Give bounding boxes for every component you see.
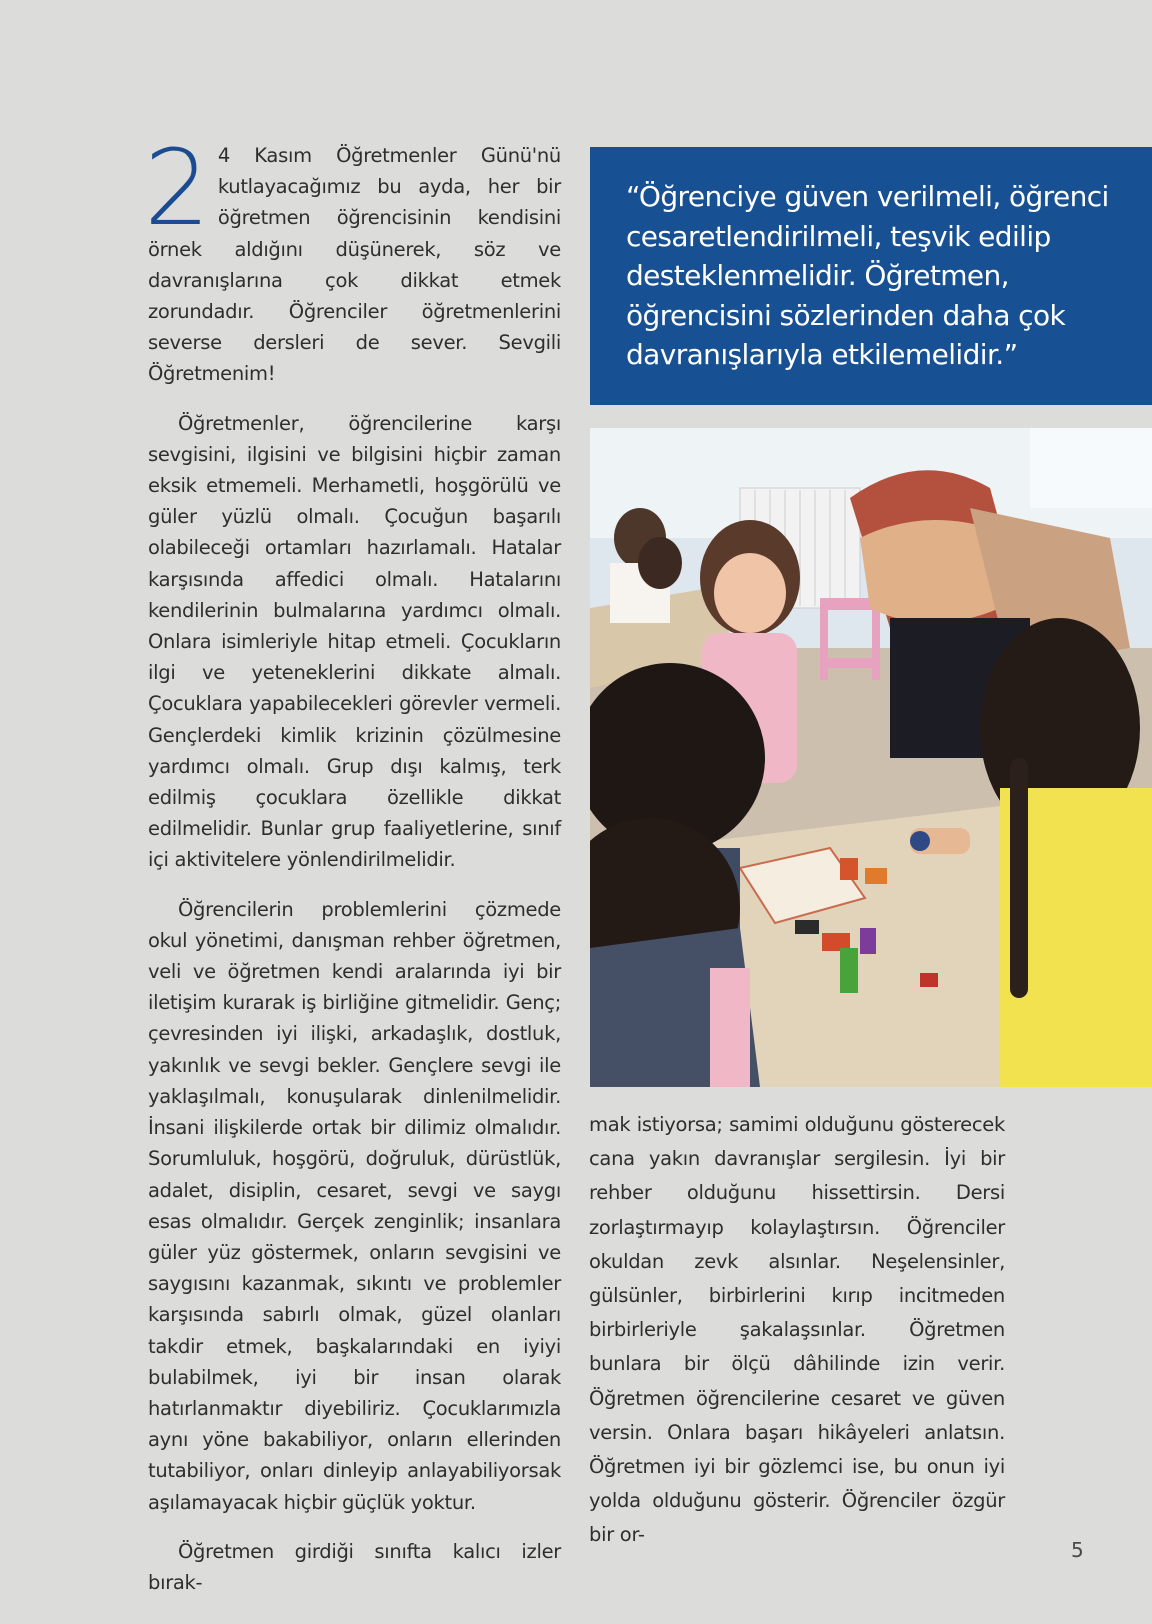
- paragraph-intro-text: 4 Kasım Öğretmenler Günü'nü kutlayacağımız bu ayda, her bir öğretmen öğrencisinin kendisini örnek aldığını düşünerek, söz ve davranışlarına çok dikkat etmek zorundadır. Öğrenciler öğretmenlerini severse dersleri de sever. Sevgili Öğretmenim!: [148, 144, 561, 386]
- pull-quote-box: [590, 147, 1152, 405]
- drop-cap: 2: [144, 127, 210, 249]
- left-text-column: [144, 127, 561, 1616]
- paragraph-intro: [144, 127, 561, 390]
- paragraph-lasting-marks: Öğretmen girdiği sınıfta kalıcı izler bırak-: [148, 1539, 561, 1594]
- pull-quote-text: “Öğrenciye güven verilmeli, öğrenci cesaretlendirilmeli, teşvik edilip desteklenmelidir. Öğretmen, öğrencisini sözlerinden daha çok davranışlarıyla etkilemelidir.”: [626, 180, 1109, 371]
- paragraph-continued: mak istiyorsa; samimi olduğunu gösterecek cana yakın davranışlar sergilesin. İyi bir rehber olduğunu hissettirsin. Dersi zorlaştırmayıp kolaylaştırsın. Öğrenciler okuldan zevk alsınlar. Neşelensinler, gülsünler, birbirlerini kırıp incitmeden birbirleriyle şakalaşsınlar. Öğretmen bunlara bir ölçü dâhilinde izin verir. Öğretmen öğrencilerine cesaret ve güven versin. Onlara başarı hikâyeleri anlatsın. Öğretmen iyi bir gözlemci ise, bu onun iyi yolda olduğunu gösterir. Öğrenciler özgür bir or-: [589, 1113, 1005, 1547]
- page-number: 5: [1071, 1538, 1084, 1562]
- right-text-column: [589, 1108, 1005, 1553]
- classroom-photo: [590, 428, 1152, 1087]
- paragraph-teacher-qualities: Öğretmenler, öğrencilerine karşı sevgisini, ilgisini ve bilgisini hiçbir zaman eksik etmemeli. Merhametli, hoşgörülü ve güler yüzlü olmalı. Çocuğun başarılı olabileceği ortamları hazırlamalı. Hatalar karşısında affedici olmalı. Hatalarını kendilerinin bulmalarına yardımcı olmalı. Onlara isimleriyle hitap etmeli. Çocukların ilgi ve yeteneklerini dikkate almalı. Çocuklara yapabilecekleri görevler vermeli. Gençlerdeki kimlik krizinin çözülmesine yardımcı olmalı. Grup dışı kalmış, terk edilmiş çocuklara özellikle dikkat edilmelidir. Bunlar grup faaliyetlerine, sınıf içi aktivitelere yönlendirilmelidir.: [148, 411, 561, 872]
- paragraph-problem-solving: Öğrencilerin problemlerini çözmede okul yönetimi, danışman rehber öğretmen, veli ve öğretmen kendi aralarında iyi bir iletişim kurarak iş birliğine gitmelidir. Genç; çevresinden iyi ilişki, arkadaşlık, dostluk, yakınlık ve sevgi bekler. Gençlere sevgi ile yaklaşılmalı, konuşularak dinlenilmelidir. İnsani ilişkilerde ortak bir dilimiz olmalıdır. Sorumluluk, hoşgörü, doğruluk, dürüstlük, adalet, disiplin, cesaret, sevgi ve saygı esas olmalıdır. Gerçek zenginlik; insanlara güler yüz göstermek, onların sevgisini ve saygısını kazanmak, sıkıntı ve problemler karşısında sabırlı olmak, güzel olanları takdir etmek, başkalarındaki en iyiyi bulabilmek, iyi bir insan olarak hatırlanmaktır diyebiliriz. Çocuklarımızla aynı yöne bakabiliyor, onların ellerinden tutabiliyor, onları dinleyip anlayabiliyorsak aşılamayacak hiçbir güçlük yoktur.: [148, 897, 561, 1514]
- classroom-photo-illustration: [590, 428, 1152, 1087]
